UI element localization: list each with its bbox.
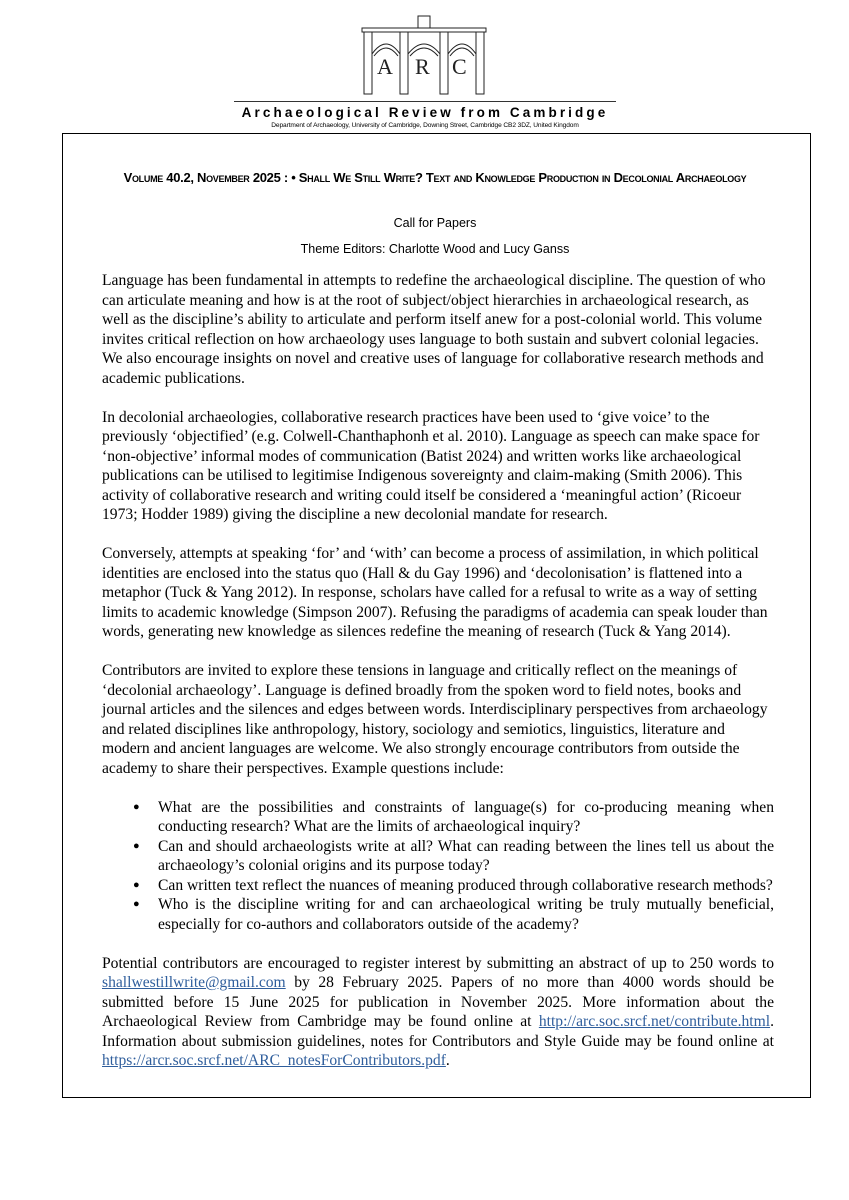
paragraph: In decolonial archaeologies, collaborative research practices have been used to ‘give voice’ to the previously ‘objectified’ (e.g. Colwell-Chanthaphonh et al. 2010). Language as speech can make space for ‘non-objective’ informal modes of communication (Batist 2024) and written works like archaeological publications can be utilised to legitimise Indigenous sovereignty and claim-making (Smith 2006). This activity of collaborative research and writing could itself be considered a ‘meaningful action’ (Ricoeur 1973; Hodder 1989) giving the discipline a new decolonial mandate for research. [102, 408, 760, 523]
body-text [102, 271, 774, 1090]
theme-editors: Theme Editors: Charlotte Wood and Lucy Ganss [300, 242, 570, 256]
call-for-papers: Call for Papers [393, 216, 477, 230]
svg-text:R: R [415, 54, 430, 79]
paragraph: Conversely, attempts at speaking ‘for’ and ‘with’ can become a process of assimilation, in which political identities are enclosed into the status quo (Hall & du Gay 1996) and ‘decolonisation’ is flattened into a metaphor (Tuck & Yang 2012). In response, scholars have called for a refusal to write as a way of setting limits to academic knowledge (Simpson 2007). Refusing the paradigms of academia can speak louder than words, generating new knowledge as silences redefine the meaning of research (Tuck & Yang 2014). [102, 545, 768, 640]
notes-for-contributors-link[interactable]: https://arcr.soc.srcf.net/ARC_notesForContributors.pdf [102, 1052, 446, 1069]
paragraph: Language has been fundamental in attempts to redefine the archaeological discipline. The question of who can articulate meaning and how is at the root of subject/object hierarchies in archaeological research, as well as the discipline’s ability to articulate and perform itself anew for a post-colonial world. This volume invites critical reflection on how archaeology uses language to both sustain and subvert colonial legacies. We also encourage insights on novel and creative uses of language for collaborative research methods and academic publications. [102, 272, 766, 387]
paragraph: Contributors are invited to explore these tensions in language and critically reflect on the meanings of ‘decolonial archaeology’. Language is defined broadly from the spoken word to field notes, books and journal articles and the silences and edges between words. Interdisciplinary perspectives from archaeology and related disciplines like anthropology, history, sociology and semiotics, linguistics, literature and modern and ancient languages are welcome. We also strongly encourage contributors from outside the academy to share their perspectives. Example questions include: [102, 662, 768, 777]
journal-name: Archaeological Review from Cambridge [241, 105, 609, 120]
volume-title: Volume 40.2, November 2025 : • Shall We Still Write? Text and Knowledge Production in Decolonial Archaeology [123, 170, 747, 185]
closing-text: . Information about submission guidelines, notes for Contributors and Style Guide may be found online at [102, 1013, 774, 1050]
question-item: ● Can and should archaeologists write at all? What can reading between the lines tell us about the archaeology’s colonial origins and its purpose today? [158, 837, 774, 876]
svg-text:C: C [452, 54, 467, 79]
question-item: ● What are the possibilities and constraints of language(s) for co-producing meaning when conducting research? What are the limits of archaeological inquiry? [158, 798, 774, 837]
closing-text: . [445, 1052, 450, 1069]
closing-text: Potential contributors are encouraged to register interest by submitting an abstract of up to 250 words to [102, 954, 774, 972]
department-address: Department of Archaeology, University of Cambridge, Downing Street, Cambridge CB2 3DZ, United Kingdom [271, 122, 579, 129]
svg-text:A: A [377, 54, 393, 79]
closing-text: by 28 February 2025. Papers of no more than 4000 words should be submitted before 15 June 2025 for publication in November 2025. More information about the Archaeological Review from Cambridge may be found online at [102, 974, 774, 1030]
question-list [102, 798, 774, 935]
question-item: ● Can written text reflect the nuances of meaning produced through collaborative research methods? [158, 876, 774, 896]
email-link[interactable]: shallwestillwrite@gmail.com [102, 974, 286, 991]
header-rule [234, 101, 616, 102]
closing-paragraph [102, 954, 774, 1071]
question-item: ● Who is the discipline writing for and can archaeological writing be truly mutually beneficial, especially for co-authors and collaborators outside of the academy? [158, 895, 774, 934]
arc-logo [360, 14, 488, 96]
contribute-link[interactable]: http://arc.soc.srcf.net/contribute.html [538, 1013, 771, 1030]
